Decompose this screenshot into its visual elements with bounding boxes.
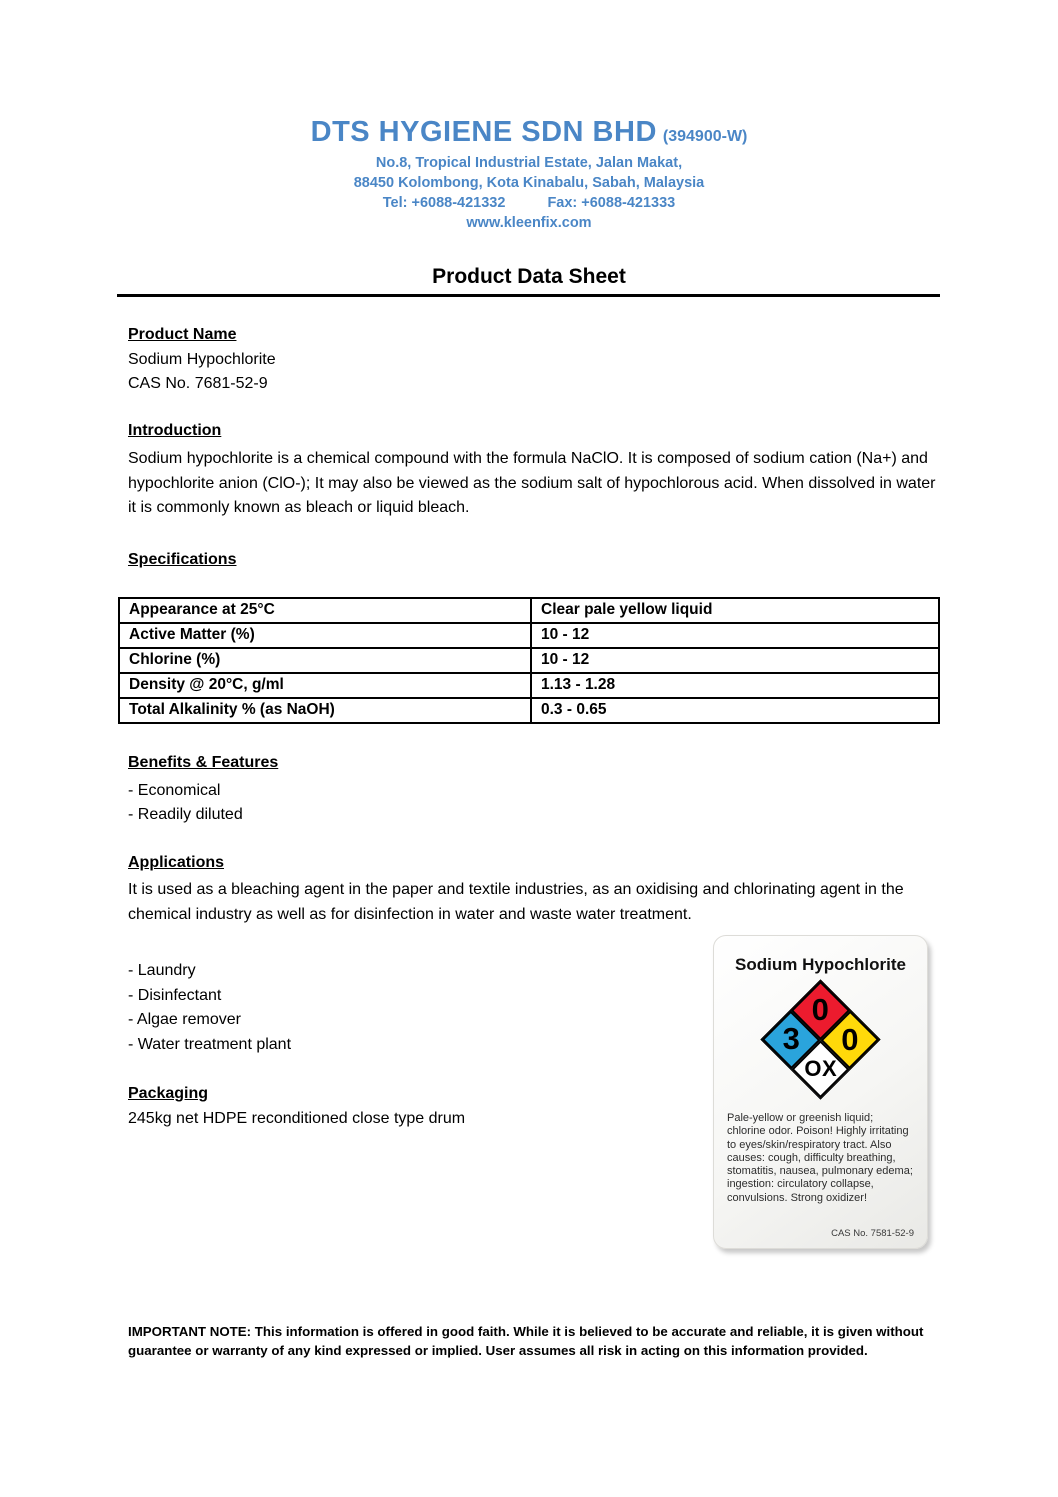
address-line-1: No.8, Tropical Industrial Estate, Jalan Makat, [375,155,683,171]
spec-property: Appearance at 25°C [119,598,531,623]
spec-property: Chlorine (%) [119,648,531,673]
spec-value: 1.13 - 1.28 [531,673,939,698]
title-divider [117,294,940,297]
product-name-heading: Product Name [128,326,237,343]
benefit-item: - Economical [128,781,221,799]
uses-and-label-zone [128,927,940,1282]
address-line-2: 88450 Kolombong, Kota Kinabalu, Sabah, Malaysia [353,175,705,191]
fax-number: Fax: +6088-421333 [547,195,676,211]
section-specifications [128,548,940,725]
list-item: - Algae remover [128,1011,241,1028]
spec-value: 0.3 - 0.65 [531,698,939,723]
company-registration-number: (394900-W) [662,128,748,145]
nfpa-special-hazard-code: OX [804,1055,837,1081]
company-line [0,116,1058,148]
table-row [119,623,939,648]
spec-value: 10 - 12 [531,623,939,648]
benefit-item: - Readily diluted [128,806,243,823]
section-applications [128,851,940,928]
spec-property: Active Matter (%) [119,623,531,648]
label-hazard-description: Pale-yellow or greenish liquid; chlorine odor. Poison! Highly irritating to eyes/skin/respiratory tract. Also causes: cough, difficulty breathing, stomatitis, nausea, pulmonary edema; ingestion: circulatory collapse, convulsions. Strong oxidizer! [727,1112,913,1204]
packaging-heading: Packaging [128,1085,209,1102]
introduction-text: Sodium hypochlorite is a chemical compound with the formula NaClO. It is composed of sodium cation (Na+) and hypochlorite anion (ClO-); It may also be viewed as the sodium salt of hypochlorous acid. When dissolved in water it is commonly known as bleach or liquid bleach. [128,450,936,516]
nfpa-health-rating: 3 [782,1021,800,1057]
specifications-table [118,597,940,724]
introduction-heading: Introduction [128,421,222,439]
important-note: IMPORTANT NOTE: This information is offered in good faith. While it is believed to be accurate and reliable, it is given without guarantee or warranty of any kind expressed or implied. User assumes all risk in acting on this information provided. [128,1324,924,1358]
document-body [0,323,1058,1282]
label-title: Sodium Hypochlorite [735,955,906,974]
letterhead [0,0,1058,233]
packaging-text: 245kg net HDPE reconditioned close type drum [128,1109,466,1127]
product-cas-number: CAS No. 7681-52-9 [128,375,268,392]
applications-text: It is used as a bleaching agent in the paper and textile industries, as an oxidising and chlorinating agent in the chemical industry as well as for disinfection in water and waste water treatment. [128,881,904,923]
nfpa-flammability-rating: 0 [811,992,830,1028]
table-row [119,648,939,673]
list-item: - Water treatment plant [128,1035,292,1053]
product-name-value: Sodium Hypochlorite [128,350,276,368]
website-text: www.kleenfix.com [466,215,592,231]
telephone-number: Tel: +6088-421332 [382,195,506,211]
spec-property: Total Alkalinity % (as NaOH) [119,698,531,723]
section-product-name [128,323,940,397]
label-cas-number: CAS No. 7581-52-9 [831,1228,914,1239]
list-item: - Disinfectant [128,986,222,1004]
tel-fax-line [0,193,1058,213]
company-name: DTS HYGIENE SDN BHD [310,116,657,148]
spec-value: 10 - 12 [531,648,939,673]
section-benefits [128,751,940,828]
list-item: - Laundry [128,962,196,979]
applications-heading: Applications [128,853,225,871]
nfpa-product-label [713,935,928,1249]
nfpa-diamond-icon [760,979,880,1099]
section-introduction [128,419,940,521]
table-row [119,598,939,623]
specifications-heading: Specifications [128,550,237,568]
table-row [119,673,939,698]
benefits-heading: Benefits & Features [128,754,279,771]
page-title: Product Data Sheet [432,265,626,288]
spec-value: Clear pale yellow liquid [531,598,939,623]
nfpa-instability-rating: 0 [841,1021,859,1057]
table-row [119,698,939,723]
spec-property: Density @ 20°C, g/ml [119,673,531,698]
